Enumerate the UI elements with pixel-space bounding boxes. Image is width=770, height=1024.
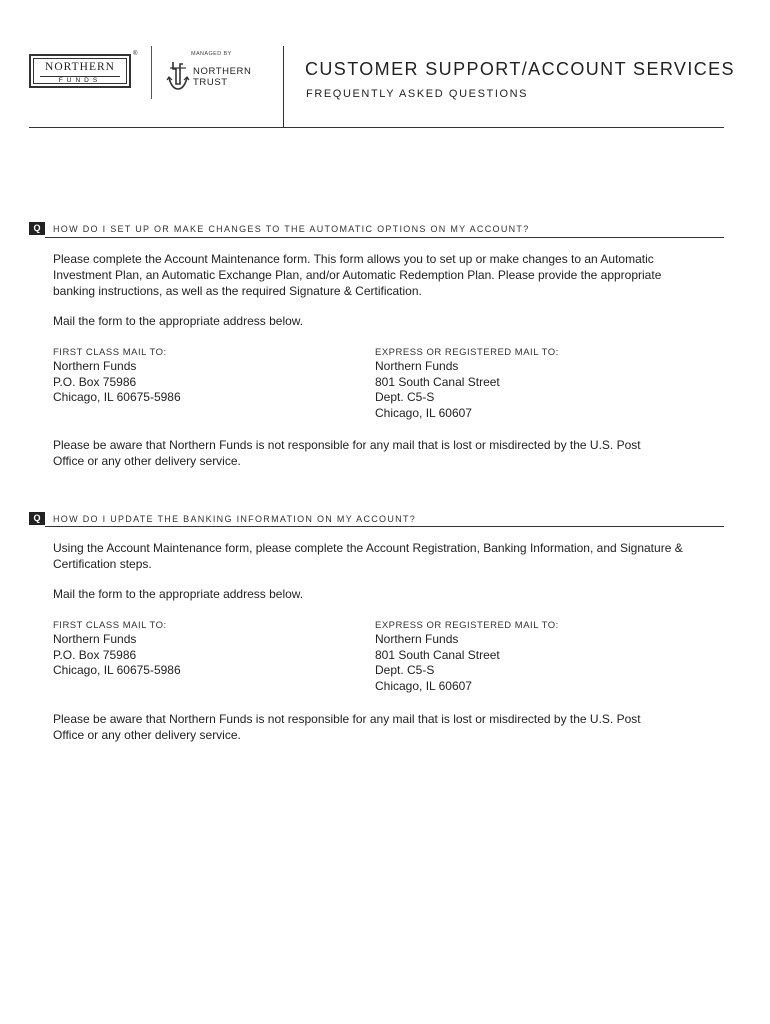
logo-inner-frame: [33, 58, 127, 84]
express-address-line: Chicago, IL 60607: [375, 405, 472, 420]
express-address-line: Dept. C5-S: [375, 663, 435, 677]
page-title: CUSTOMER SUPPORT/ACCOUNT SERVICES: [305, 59, 735, 79]
answer-line: Using the Account Maintenance form, please complete the Account Registration, Banking Information, and Signature &: [53, 541, 683, 555]
disclaimer-line: Office or any other delivery service.: [53, 728, 241, 742]
express-label: EXPRESS OR REGISTERED MAIL TO:: [375, 620, 559, 631]
logo-sub: FUNDS: [58, 77, 102, 84]
answer-line: Please complete the Account Maintenance form. This form allows you to set up or make changes to an Automatic: [53, 252, 654, 266]
disclaimer-line: Please be aware that Northern Funds is not responsible for any mail that is lost or misdirected by the U.S. Post: [53, 712, 641, 726]
first-class-address-line: Chicago, IL 60675-5986: [53, 663, 181, 677]
northern-trust-name: NORTHERN: [193, 66, 252, 77]
express-address-line: Dept. C5-S: [375, 390, 435, 404]
mail-note: Mail the form to the appropriate address below.: [53, 314, 304, 328]
express-address-line: Chicago, IL 60607: [375, 678, 472, 693]
question-text: HOW DO I UPDATE THE BANKING INFORMATION ON MY ACCOUNT?: [53, 514, 417, 524]
mail-note: Mail the form to the appropriate address below.: [53, 587, 304, 601]
express-address-line: Northern Funds: [375, 632, 459, 646]
first-class-address-line: Northern Funds: [53, 632, 137, 646]
northern-trust-name-2: TRUST: [193, 77, 228, 88]
first-class-label: FIRST CLASS MAIL TO:: [53, 620, 167, 631]
header-divider: [151, 46, 152, 99]
question-badge: Q: [29, 222, 45, 235]
question-badge: Q: [29, 512, 45, 525]
disclaimer-paragraph: [53, 437, 713, 469]
answer-paragraph: [53, 251, 713, 299]
page-subtitle: FREQUENTLY ASKED QUESTIONS: [306, 88, 529, 100]
first-class-address-line: Northern Funds: [53, 359, 137, 373]
disclaimer-line: Please be aware that Northern Funds is not responsible for any mail that is lost or misdirected by the U.S. Post: [53, 438, 641, 452]
disclaimer-line: Office or any other delivery service.: [53, 454, 241, 468]
question-text: HOW DO I SET UP OR MAKE CHANGES TO THE AUTOMATIC OPTIONS ON MY ACCOUNT?: [53, 224, 530, 234]
disclaimer-paragraph: [53, 711, 713, 743]
express-address-line: Northern Funds: [375, 359, 459, 373]
question-rule: [45, 526, 724, 527]
northern-trust-anchor-icon: [166, 60, 190, 92]
answer-line: Certification steps.: [53, 557, 152, 571]
northern-funds-logo: [29, 54, 131, 88]
question-rule: [45, 237, 724, 238]
answer-line: Investment Plan, an Automatic Exchange Plan, and/or Automatic Redemption Plan. Please provide the appropriate: [53, 268, 662, 282]
title-divider: [283, 46, 284, 128]
express-label: EXPRESS OR REGISTERED MAIL TO:: [375, 347, 559, 358]
logo-name: NORTHERN: [45, 61, 115, 73]
first-class-address-line: Chicago, IL 60675-5986: [53, 390, 181, 404]
header-rule: [29, 127, 724, 128]
managed-by-label: MANAGED BY: [191, 51, 232, 57]
express-address-line: 801 South Canal Street: [375, 647, 500, 662]
first-class-label: FIRST CLASS MAIL TO:: [53, 347, 167, 358]
first-class-address-line: P.O. Box 75986: [53, 374, 137, 389]
first-class-address-line: P.O. Box 75986: [53, 647, 137, 662]
express-address-line: 801 South Canal Street: [375, 374, 500, 389]
registered-mark: ®: [133, 51, 138, 57]
answer-line: banking instructions, as well as the required Signature & Certification.: [53, 284, 422, 298]
answer-paragraph: [53, 540, 713, 572]
